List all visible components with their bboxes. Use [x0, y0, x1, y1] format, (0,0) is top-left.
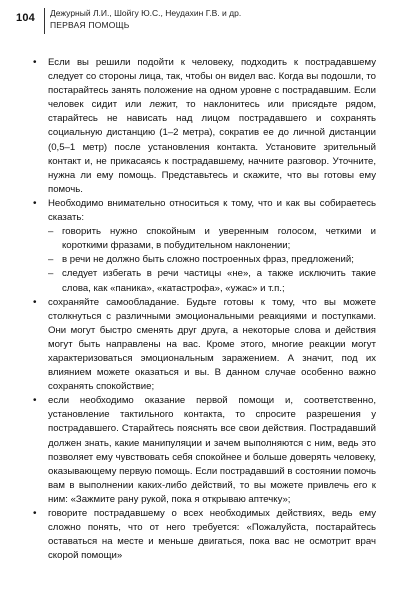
- bullet-icon: •: [33, 395, 37, 407]
- dash-sublist: [48, 225, 376, 295]
- bullet-list: [32, 56, 376, 563]
- list-item: [32, 394, 376, 507]
- bullet-icon: •: [33, 197, 37, 209]
- sublist-item: [48, 225, 376, 253]
- list-item-text: если необходимо оказание первой помощи и, соответственно, установление тактильного контакта, то спросите разрешения у пострадавшего. Старайтесь пояснять все свои действия. Пострадавший должен знать, какие манипуляции и зачем выполняются с ним, ведь это позволяет ему чувствовать себя спокойнее и больше доверять человеку, оказывающему первую помощь. Если пострадавший в состоянии помочь вам в выполнении каких-либо действий, то вы можете привлечь его к ним: «Зажмите рану рукой, пока я открываю аптечку»;: [48, 395, 376, 505]
- sublist-item-text: говорить нужно спокойным и уверенным голосом, четкими и короткими фразами, в побудительном наклонении;: [62, 226, 376, 252]
- dash-icon: –: [48, 268, 54, 280]
- sublist-item-text: в речи не должно быть сложно построенных фраз, предложений;: [62, 254, 354, 266]
- list-item-text: Необходимо внимательно относиться к тому, что и как вы собираетесь сказать:: [48, 197, 376, 224]
- dash-icon: –: [48, 254, 54, 266]
- list-item-text: говорите пострадавшему о всех необходимых действиях, ведь ему сложно понять, что от него требуется: «Пожалуйста, постарайтесь оставаться на месте и меньше двигаться, пока вас не осмотрит врач скорой помощи»: [48, 508, 376, 562]
- list-item: [32, 296, 376, 395]
- header-title: ПЕРВАЯ ПОМОЩЬ: [50, 20, 130, 30]
- dash-icon: –: [48, 226, 54, 238]
- bullet-icon: •: [33, 296, 37, 308]
- sublist-item: [48, 253, 376, 267]
- header-authors: Дежурный Л.И., Шойгу Ю.С., Неудахин Г.В. и др.: [50, 8, 242, 18]
- list-item-text: сохраняйте самообладание. Будьте готовы к тому, что вы можете столкнуться с различными эмоциональными реакциями и поступками. Они могут быстро сменять друг друга, а некоторые слова и действия могут быть направлены на вас. Кроме этого, многие реакции могут характеризоваться эмоциональным заражением. А значит, под их влиянием можете оказаться и вы. В данном случае особенно важно сохранять спокойствие;: [48, 296, 376, 393]
- list-item: [32, 507, 376, 563]
- page-number: 104: [16, 12, 35, 24]
- sublist-item: [48, 267, 376, 295]
- list-item-text: Если вы решили подойти к человеку, подходить к пострадавшему следует со стороны лица, так, чтобы он видел вас. Когда вы подошли, то постарайтесь занять положение на одном уровне с пострадавшим. Если человек сидит или лежит, то наклонитесь или присядьте рядом, старайтесь не нависать над лицом пострадавшего и сохранять социальную дистанцию (1–2 метра), сократив ее до личной дистанции (0,5–1 метр) после установления контакта. Установите зрительный контакт и, не прикасаясь к пострадавшему, начните разговор. Уточните, нужна ли ему помощь. Представьтесь и скажите, что вы готовы ему помочь.: [48, 57, 376, 195]
- body-text: [32, 56, 376, 563]
- list-item: [32, 56, 376, 197]
- bullet-icon: •: [33, 57, 37, 68]
- sublist-item-text: следует избегать в речи частицы «не», а также исключить такие слова, как «паника», «катастрофа», «ужас» и т.п.;: [62, 268, 376, 294]
- header-divider: [44, 8, 45, 34]
- list-item: [32, 197, 376, 296]
- bullet-icon: •: [33, 508, 37, 519]
- running-header: [0, 0, 414, 40]
